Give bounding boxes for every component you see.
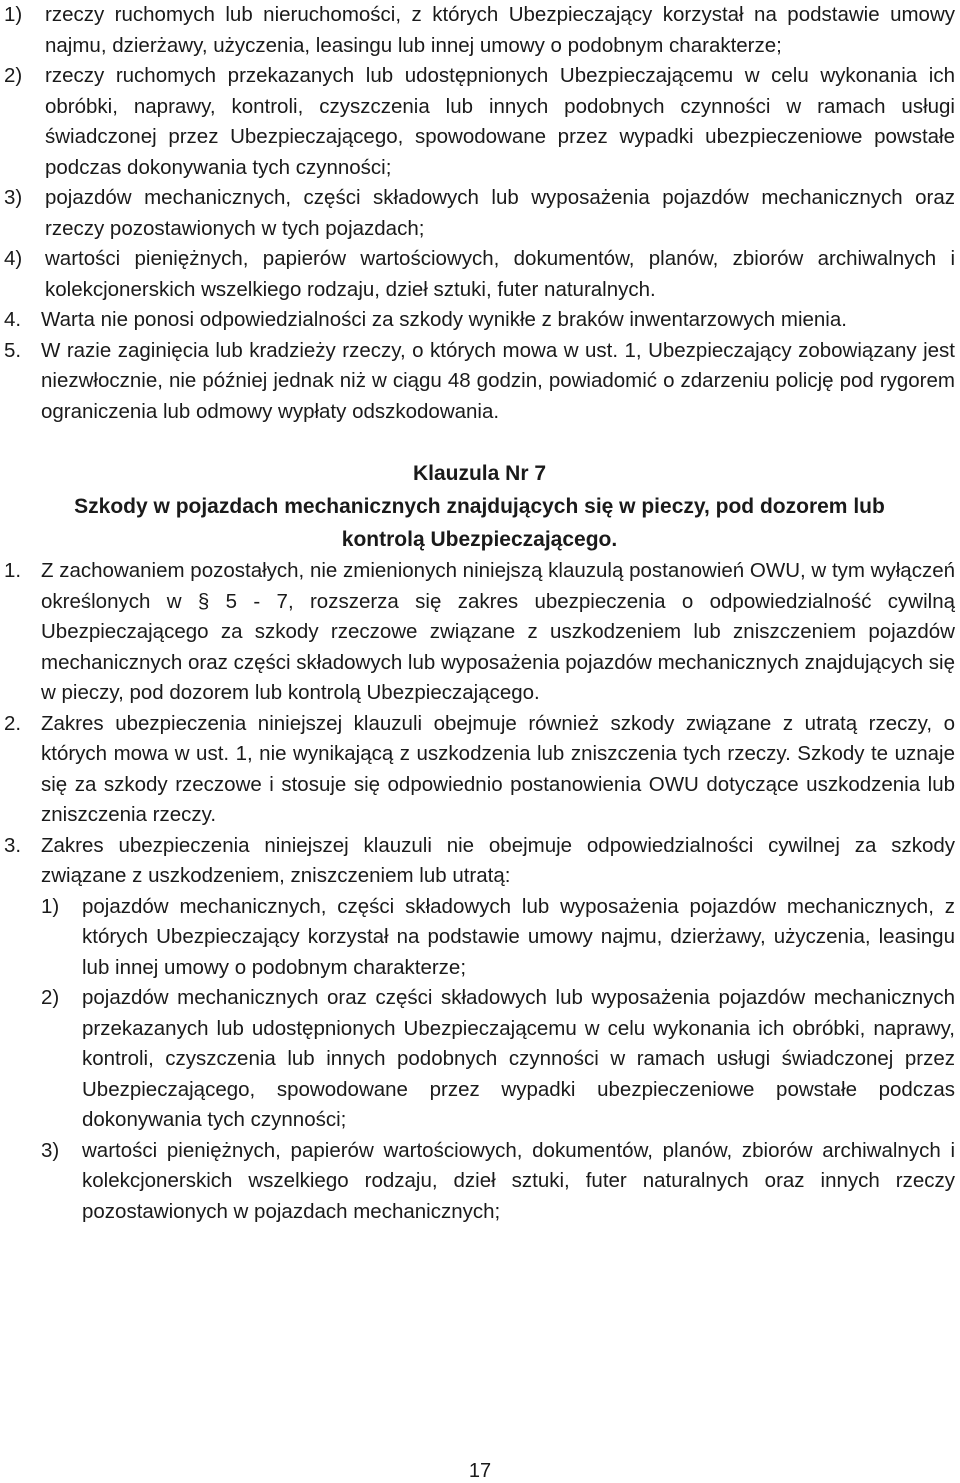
clause-sub-item [4, 983, 955, 1136]
clause-subtitle-line: kontrolą Ubezpieczającego. [341, 528, 618, 551]
clause-item [4, 831, 955, 892]
clause-sub-item-number: 1) [41, 894, 60, 918]
clause-sub-item-number: 2) [41, 986, 60, 1009]
paragraph-text: W razie zaginięcia lub kradzieży rzeczy, o których mowa w ust. 1, Ubezpieczający zobowiązany jest niezwłocznie, nie później jednak niż w ciągu 48 godzin, powiadomić o zdarzeniu policję pod rygorem ograniczenia lub odmowy wypłaty odszkodowania. [41, 338, 955, 423]
list-item-text: pojazdów mechanicznych, części składowych lub wyposażenia pojazdów mechanicznych oraz rzeczy pozostawionych w tych pojazdach; [45, 186, 955, 240]
document-body [4, 0, 955, 1227]
clause-item-number: 2. [4, 711, 22, 735]
clause-subtitle-line: Szkody w pojazdach mechanicznych znajdujących się w pieczy, pod dozorem lub [74, 495, 885, 518]
clause-sub-item-text: pojazdów mechanicznych, części składowych lub wyposażenia pojazdów mechanicznych, z których Ubezpieczający korzystał na podstawie umowy najmu, dzierżawy, użyczenia, leasingu lub innej umowy o podobnym charakterze; [82, 894, 955, 979]
clause-item-text: Zakres ubezpieczenia niniejszej klauzuli obejmuje również szkody związane z utratą rzeczy, o których mowa w ust. 1, nie wynikającą z uszkodzenia lub zniszczenia tych rzeczy. Szkody te uznaje się za szkody rzeczowe i stosuje się odpowiednio postanowienia OWU dotyczące uszkodzenia lub zniszczenia rzeczy. [41, 711, 955, 826]
clause-item [4, 556, 955, 709]
clause-title: Klauzula Nr 7 [412, 462, 547, 485]
list-item-number: 4) [4, 247, 23, 270]
clause-item-text: Zakres ubezpieczenia niniejszej klauzuli nie obejmuje odpowiedzialności cywilnej za szkody związane z uszkodzeniem, zniszczeniem lub utratą: [41, 833, 955, 887]
list-item-number: 1) [4, 3, 23, 26]
clause-sub-item [4, 1136, 955, 1228]
paragraph-text: Warta nie ponosi odpowiedzialności za szkody wynikłe z braków inwentarzowych mienia. [41, 308, 847, 331]
paragraph-number: 4. [4, 308, 22, 331]
paragraph-5 [4, 336, 955, 428]
clause-item [4, 709, 955, 831]
clause-sub-item-text: wartości pieniężnych, papierów wartościowych, dokumentów, planów, zbiorów archiwalnych i kolekcjonerskich wszelkiego rodzaju, dzieł sztuki, futer naturalnych oraz innych rzeczy pozostawionych w pojazdach mechanicznych; [82, 1138, 955, 1223]
list-item-text: wartości pieniężnych, papierów wartościowych, dokumentów, planów, zbiorów archiwalnych i kolekcjonerskich wszelkiego rodzaju, dzieł sztuki, futer naturalnych. [45, 247, 955, 301]
clause-sub-item-number: 3) [41, 1138, 60, 1162]
clause-sub-item [4, 892, 955, 984]
list-item [4, 0, 955, 61]
clause-item-number: 3. [4, 833, 22, 857]
list-item-text: rzeczy ruchomych lub nieruchomości, z których Ubezpieczający korzystał na podstawie umowy najmu, dzierżawy, użyczenia, leasingu lub innej umowy o podobnym charakterze; [45, 3, 955, 57]
list-item [4, 61, 955, 183]
paragraph-4 [4, 305, 955, 336]
list-item-number: 2) [4, 64, 23, 87]
list-item [4, 183, 955, 244]
list-item [4, 244, 955, 305]
list-item-number: 3) [4, 186, 23, 209]
list-item-text: rzeczy ruchomych przekazanych lub udostępnionych Ubezpieczającemu w celu wykonania ich obróbki, naprawy, kontroli, czyszczenia lub innych podobnych czynności w ramach usługi świadczonej przez Ubezpieczającego, spowodowane przez wypadki ubezpieczeniowe powstałe podczas dokonywania tych czynności; [45, 64, 955, 179]
clause-item-number: 1. [4, 559, 22, 582]
clause-sub-item-text: pojazdów mechanicznych oraz części składowych lub wyposażenia pojazdów mechanicznych przekazanych lub udostępnionych Ubezpieczającemu w celu wykonania ich obróbki, naprawy, kontroli, czyszczenia lub innych podobnych czynności w ramach usługi świadczonej przez Ubezpieczającego, spowodowane przez wypadki ubezpieczeniowe powstałe podczas dokonywania tych czynności; [82, 986, 955, 1131]
paragraph-number: 5. [4, 338, 22, 362]
clause-item-text: Z zachowaniem pozostałych, nie zmienionych niniejszą klauzulą postanowień OWU, w tym wyłączeń określonych w § 5 - 7, rozszerza się zakres ubezpieczenia o odpowiedzialność cywilną Ubezpieczającego za szkody rzeczowe związane z uszkodzeniem lub zniszczeniem pojazdów mechanicznych oraz części składowych lub wyposażenia pojazdów mechanicznych znajdujących się w pieczy, pod dozorem lub kontrolą Ubezpieczającego. [41, 559, 955, 704]
page-number: 17 [468, 1460, 492, 1482]
clause-subtitle [4, 490, 955, 556]
